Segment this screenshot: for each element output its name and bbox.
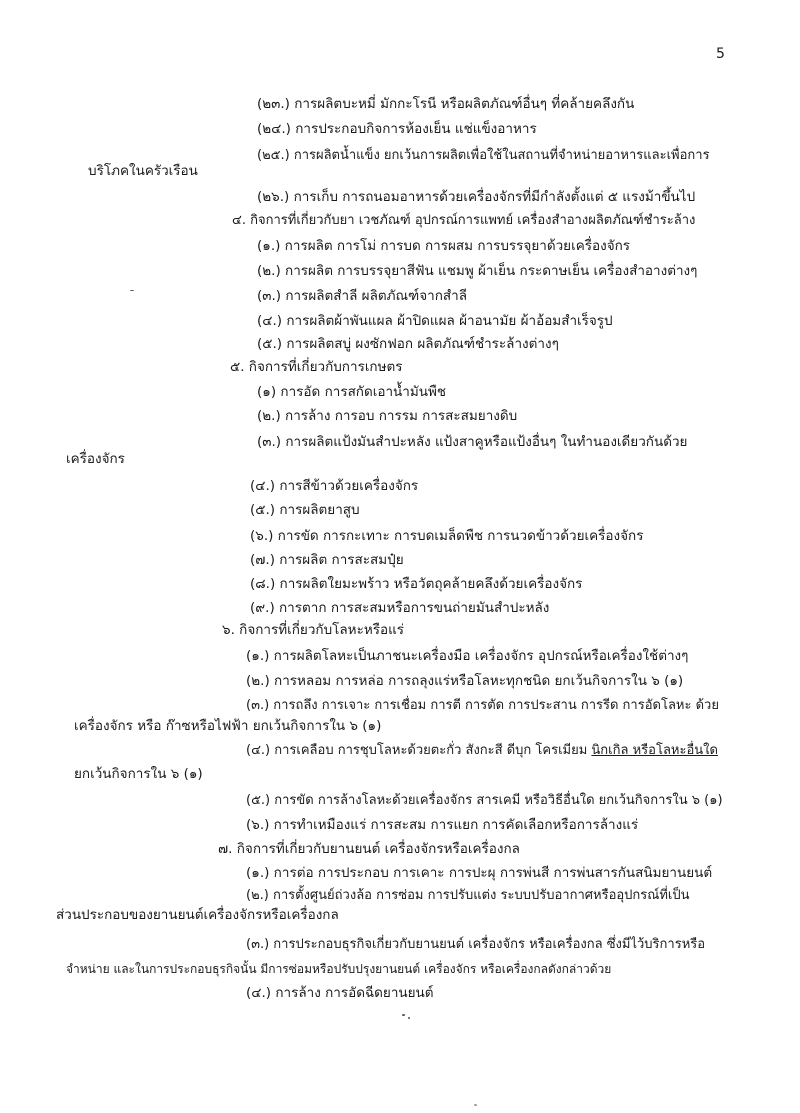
item-line: (๖.) การขัด การกะเทาะ การบดเมล็ดพืช การนวดข้าวด้วยเครื่องจักร [250,528,644,544]
continuation-line: จำหน่าย และในการประกอบธุรกิจนั้น มีการซ่อมหรือปรับปรุงยานยนต์ เครื่องจักร หรือเครื่องกลดังกล่าวด้วย [66,962,612,976]
section-heading: ๗. กิจการที่เกี่ยวกับยานยนต์ เครื่องจักรหรือเครื่องกล [218,841,520,857]
item-line: (๕.) การผลิตสบู่ ผงซักฟอก ผลิตภัณฑ์ชำระล้างต่างๆ [257,336,559,352]
item-line: (๑.) การผลิตโลหะเป็นภาชนะเครื่องมือ เครื่องจักร อุปกรณ์หรือเครื่องใช้ต่างๆ [246,648,689,664]
underlined-word: นิกเกิล [591,743,629,758]
item-line: (๒๖.) การเก็บ การถนอมอาหารด้วยเครื่องจักรที่มีกำลังตั้งแต่ ๕ แรงม้าขึ้นไป [257,189,696,205]
item-line: (๔.) การล้าง การอัดฉีดยานยนต์ [246,985,434,1001]
item-line: (๓.) การผลิตแป้งมันสำปะหลัง แป้งสาคูหรือแป้งอื่นๆ ในทำนองเดียวกันด้วย [257,434,688,450]
item-line: (๒๓.) การผลิตบะหมี่ มักกะโรนี หรือผลิตภัณฑ์อื่นๆ ที่คล้ายคลึงกัน [257,96,635,112]
item-line: (๑.) การผลิต การโม่ การบด การผสม การบรรจุยาด้วยเครื่องจักร [257,238,631,254]
item-line: (๒.) การตั้งศูนย์ถ่วงล้อ การซ่อม การปรับแต่ง ระบบปรับอากาศหรืออุปกรณ์ที่เป็น [246,888,690,903]
section-heading: ๔. กิจการที่เกี่ยวกับยา เวชภัณฑ์ อุปกรณ์การแพทย์ เครื่องสำอางผลิตภัณฑ์ชำระล้าง [232,213,696,228]
item-line: (๓.) การผลิตสำลี ผลิตภัณฑ์จากสำลี [257,288,468,304]
item-line: (๗.) การผลิต การสะสมปุ๋ย [250,552,404,568]
underlined-word: หรือโลหะอื่นใด [628,743,718,758]
scan-speck [474,1104,477,1106]
item-line: (๒.) การหลอม การหล่อ การถลุงแร่หรือโลหะทุกชนิด ยกเว้นกิจการใน ๖ (๑) [246,673,684,689]
scan-speck [130,290,134,291]
item-line: (๙.) การตาก การสะสมหรือการขนถ่ายมันสำปะหลัง [250,600,550,616]
item-line: (๓.) การถลึง การเจาะ การเชื่อม การตี การตัด การประสาน การรีด การอัดโลหะ ด้วย [246,698,719,713]
item-line: (๔.) การผลิตผ้าพันแผล ผ้าปิดแผล ผ้าอนามัย ผ้าอ้อมสำเร็จรูป [257,313,613,329]
item-line: (๖.) การทำเหมืองแร่ การสะสม การแยก การคัดเลือกหรือการล้างแร่ [246,817,639,833]
item-line: (๘.) การผลิตใยมะพร้าว หรือวัตถุคล้ายคลึงด้วยเครื่องจักร [250,576,583,592]
continuation-line: ยกเว้นกิจการใน ๖ (๑) [74,766,203,782]
scan-speck [408,1017,410,1019]
item-line: (๕.) การขัด การล้างโลหะด้วยเครื่องจักร สารเคมี หรือวิธีอื่นใด ยกเว้นกิจการใน ๖ (๑) [246,793,723,808]
item-line [246,741,718,761]
item-line: (๕.) การผลิตยาสูบ [250,502,360,518]
scan-speck [402,1014,405,1016]
page-number: 5 [716,46,725,62]
item-line: (๒๕.) การผลิตน้ำแข็ง ยกเว้นการผลิตเพื่อใช้ในสถานที่จำหน่ายอาหารและเพื่อการ [257,148,710,163]
line-text: (๔.) การเคลือบ การชุบโลหะด้วยตะกั่ว สังกะสี ดีบุก โครเมียม [246,743,592,758]
continuation-line: เครื่องจักร [66,451,125,467]
item-line: (๔.) การสีข้าวด้วยเครื่องจักร [250,478,419,494]
continuation-line: ส่วนประกอบของยานยนต์เครื่องจักรหรือเครื่องกล [56,907,339,923]
item-line: (๒๔.) การประกอบกิจการห้องเย็น แช่แข็งอาหาร [257,121,537,137]
continuation-line: บริโภคในครัวเรือน [88,163,198,179]
section-heading: ๖. กิจการที่เกี่ยวกับโลหะหรือแร่ [222,622,405,638]
item-line: (๒.) การผลิต การบรรจุยาสีฟัน แชมพู ผ้าเย็น กระดาษเย็น เครื่องสำอางต่างๆ [257,263,698,279]
item-line: (๒.) การล้าง การอบ การรม การสะสมยางดิบ [257,408,518,424]
item-line: (๑.) การต่อ การประกอบ การเคาะ การปะผุ การพ่นสี การพ่นสารกันสนิมยานยนต์ [246,865,713,881]
section-heading: ๕. กิจการที่เกี่ยวกับการเกษตร [230,359,403,375]
item-line: (๓.) การประกอบธุรกิจเกี่ยวกับยานยนต์ เครื่องจักร หรือเครื่องกล ซึ่งมีไว้บริการหรือ [246,937,706,952]
item-line: (๑) การอัด การสกัดเอาน้ำมันพืช [257,384,447,400]
continuation-line: เครื่องจักร หรือ ก๊าซหรือไฟฟ้า ยกเว้นกิจการใน ๖ (๑) [74,718,382,734]
